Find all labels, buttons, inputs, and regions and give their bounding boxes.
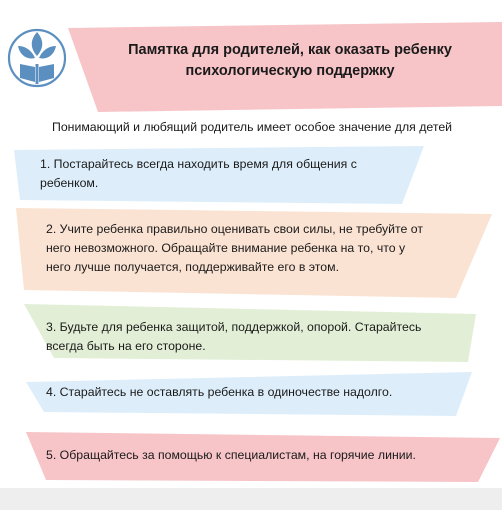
tip-line: всегда быть на его стороне. — [46, 339, 206, 353]
tip-item — [46, 220, 423, 277]
tip-line: ребенком. — [40, 176, 99, 190]
tip-line: 4. Старайтесь не оставлять ребенка в одиночестве надолго. — [46, 385, 393, 399]
tip-line: 5. Обращайтесь за помощью к специалистам, на горячие линии. — [46, 448, 416, 462]
subtitle: Понимающий и любящий родитель имеет особое значение для детей — [52, 120, 453, 134]
book-flower-logo-icon — [6, 18, 68, 98]
page-title-line: психологическую поддержку — [185, 63, 395, 79]
tip-item — [46, 383, 392, 402]
tip-line: него лучше получается, поддерживайте его в этом. — [46, 260, 339, 274]
tip-line: него невозможного. Обращайте внимание ребенка на то, что у — [46, 241, 406, 255]
bottom-strip — [0, 488, 502, 510]
tip-line: 2. Учите ребенка правильно оценивать свои силы, не требуйте от — [46, 222, 424, 236]
tip-item — [46, 446, 416, 465]
page-title — [100, 40, 480, 82]
page-title-line: Памятка для родителей, как оказать ребенку — [128, 42, 452, 58]
tip-item — [40, 155, 357, 193]
tip-item — [46, 318, 421, 356]
tip-line: 3. Будьте для ребенка защитой, поддержкой, опорой. Старайтесь — [46, 320, 422, 334]
tip-line: 1. Постарайтесь всегда находить время для общения с — [40, 157, 357, 171]
